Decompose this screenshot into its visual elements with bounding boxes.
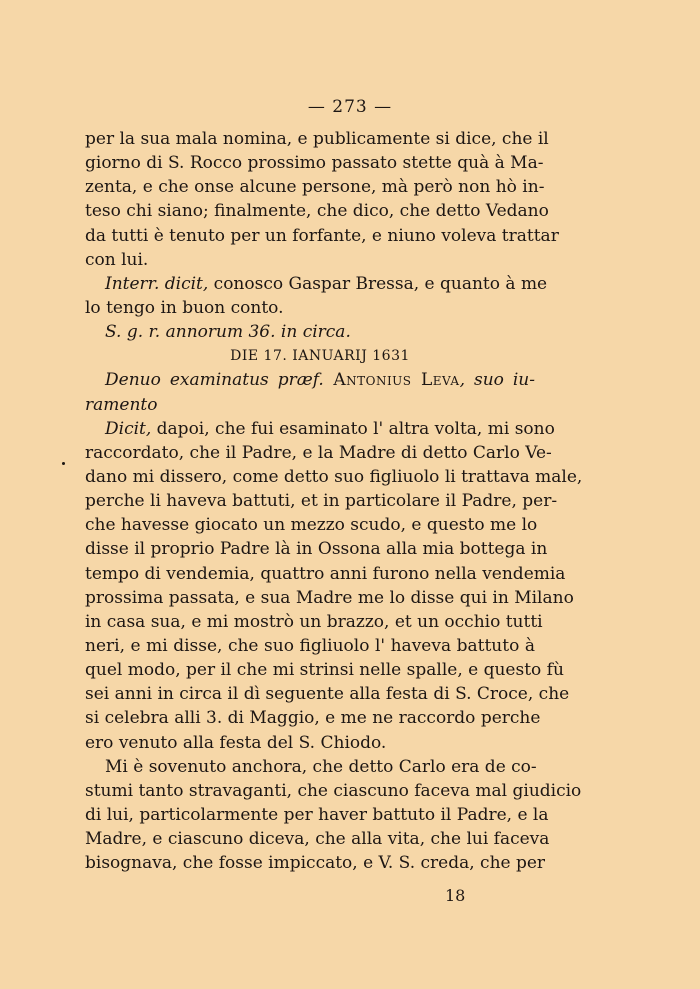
text-line: sei anni in circa il dì seguente alla festa di S. Croce, che xyxy=(85,684,570,705)
line-rest: dapoi, che fui esaminato l' altra volta, mi sono xyxy=(151,418,555,439)
text-line: Mi è sovenuto anchora, che detto Carlo era de co- xyxy=(105,756,537,777)
text-line: con lui. xyxy=(85,249,149,270)
text-line: Madre, e ciascuno diceva, che alla vita, che lui faceva xyxy=(85,829,550,850)
text-line: che havesse giocato un mezzo scudo, e questo me lo xyxy=(85,515,538,536)
witness-name: Antonius Leva xyxy=(323,370,460,391)
italic-prefix: Denuo examinatus præf. xyxy=(105,370,324,391)
text-line-examination xyxy=(85,368,535,392)
text-line: per la sua mala nomina, e publicamente si dice, che il xyxy=(85,129,549,149)
text-line: ero venuto alla festa del S. Chiodo. xyxy=(85,732,387,753)
text-line-age: S. g. r. annorum 36. in circa. xyxy=(105,322,351,343)
text-line: quel modo, per il che mi strinsi nelle spalle, e questo fù xyxy=(85,660,564,681)
text-line: ramento xyxy=(85,394,158,415)
text-line-dicit xyxy=(85,417,555,441)
text-line: lo tengo in buon conto. xyxy=(85,297,284,318)
text-line: stumi tanto stravaganti, che ciascuno faceva mal giudicio xyxy=(85,780,582,801)
text-line-interrogation xyxy=(85,272,548,296)
text-line: si celebra alli 3. di Maggio, e me ne raccordo perche xyxy=(85,708,541,729)
body-text xyxy=(85,127,583,875)
text-line: di lui, particolarmente per haver battuto il Padre, e la xyxy=(85,804,549,825)
text-line: dano mi dissero, come detto suo figliuolo li trattava male, xyxy=(85,466,583,487)
text-line: neri, e mi disse, che suo figliuolo l' haveva battuto à xyxy=(85,635,535,656)
text-line: in casa sua, e mi mostrò un brazzo, et un occhio tutti xyxy=(85,611,543,632)
date-heading: DIE 17. IANUARIJ 1631 xyxy=(230,348,410,365)
text-line: zenta, e che onse alcune persone, mà però non hò in- xyxy=(85,177,545,198)
text-line: bisognava, che fosse impiccato, e V. S. creda, che per xyxy=(85,853,546,874)
text-line: disse il proprio Padre là in Ossona alla mia bottega in xyxy=(85,539,548,560)
text-line: perche li haveva battuti, et in particolare il Padre, per- xyxy=(85,491,558,512)
text-line: giorno di S. Rocco prossimo passato stette quà à Ma- xyxy=(85,153,544,174)
line-rest: conosco Gaspar Bressa, e quanto à me xyxy=(208,273,548,294)
text-line: da tutti è tenuto per un forfante, e niuno voleva trattar xyxy=(85,225,559,246)
text-line: teso chi siano; finalmente, che dico, che detto Vedano xyxy=(85,201,549,222)
text-line: prossima passata, e sua Madre me lo disse qui in Milano xyxy=(85,587,574,608)
text-line: raccordato, che il Padre, e la Madre di detto Carlo Ve- xyxy=(85,442,552,463)
page-number: — 273 — xyxy=(307,97,393,117)
italic-prefix: Dicit, xyxy=(105,418,152,439)
text-line: tempo di vendemia, quattro anni furono nella vendemia xyxy=(85,563,566,584)
italic-prefix: Interr. dicit, xyxy=(105,273,209,294)
margin-mark xyxy=(62,462,65,465)
signature-mark: 18 xyxy=(445,886,466,905)
italic-suffix: , suo iu- xyxy=(459,370,536,391)
